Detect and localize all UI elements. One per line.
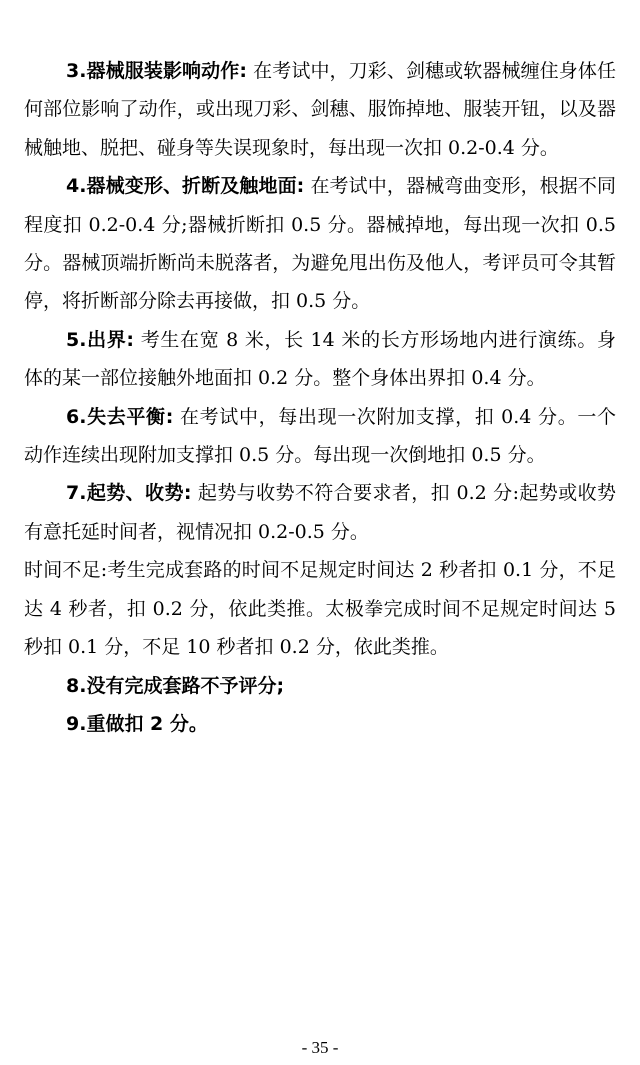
rule-item-4-text: 在考试中，器械弯曲变形，根据不同程度扣 0.2-0.4 分;器械折断扣 0.5 分。器械掉地，每出现一次扣 0.5 分。器械顶端折断尚未脱落者，为避免甩出伤及他人，考评员可令其暂停，将折断部分除去再接做，扣 0.5 分。 bbox=[24, 175, 616, 313]
rule-item-7 bbox=[24, 474, 616, 551]
rule-item-3-heading: 3.器械服装影响动作: bbox=[66, 60, 247, 82]
page-number: - 35 - bbox=[301, 1038, 339, 1057]
time-insufficient-note: 时间不足:考生完成套路的时间不足规定时间达 2 秒者扣 0.1 分，不足达 4 秒者，扣 0.2 分，依此类推。太极拳完成时间不足规定时间达 5 秒扣 0.1 分，不足 10 秒者扣 0.2 分，依此类推。 bbox=[24, 559, 616, 659]
rule-item-4-heading: 4.器械变形、折断及触地面: bbox=[66, 175, 305, 198]
rule-item-5-heading: 5.出界: bbox=[66, 328, 135, 351]
document-body bbox=[24, 52, 616, 743]
rule-item-4 bbox=[24, 167, 616, 321]
rule-item-8 bbox=[24, 667, 616, 705]
rule-item-3 bbox=[24, 52, 616, 167]
rule-item-7-text: 起势与收势不符合要求者，扣 0.2 分:起势或收势有意托延时间者，视情况扣 0.2-0.5 分。 bbox=[24, 482, 616, 543]
rule-item-6-text: 在考试中，每出现一次附加支撑，扣 0.4 分。一个动作连续出现附加支撑扣 0.5 分。每出现一次倒地扣 0.5 分。 bbox=[24, 405, 616, 467]
rule-item-8-heading: 8.没有完成套路不予评分; bbox=[66, 674, 285, 697]
rule-item-5 bbox=[24, 321, 616, 398]
rule-item-7-heading: 7.起势、收势: bbox=[66, 482, 192, 505]
rule-item-9 bbox=[24, 705, 616, 743]
rule-item-3-text: 在考试中，刀彩、剑穗或软器械缠住身体任何部位影响了动作，或出现刀彩、剑穗、服饰掉地、服装开钮，以及器械触地、脱把、碰身等失误现象时，每出现一次扣 0.2-0.4 分。 bbox=[24, 60, 616, 159]
rule-item-9-heading: 9.重做扣 2 分。 bbox=[66, 712, 208, 735]
rule-item-5-text: 考生在宽 8 米，长 14 米的长方形场地内进行演练。身体的某一部位接触外地面扣 0.2 分。整个身体出界扣 0.4 分。 bbox=[24, 328, 616, 390]
rule-item-6-heading: 6.失去平衡: bbox=[66, 405, 174, 428]
rule-item-6 bbox=[24, 398, 616, 475]
